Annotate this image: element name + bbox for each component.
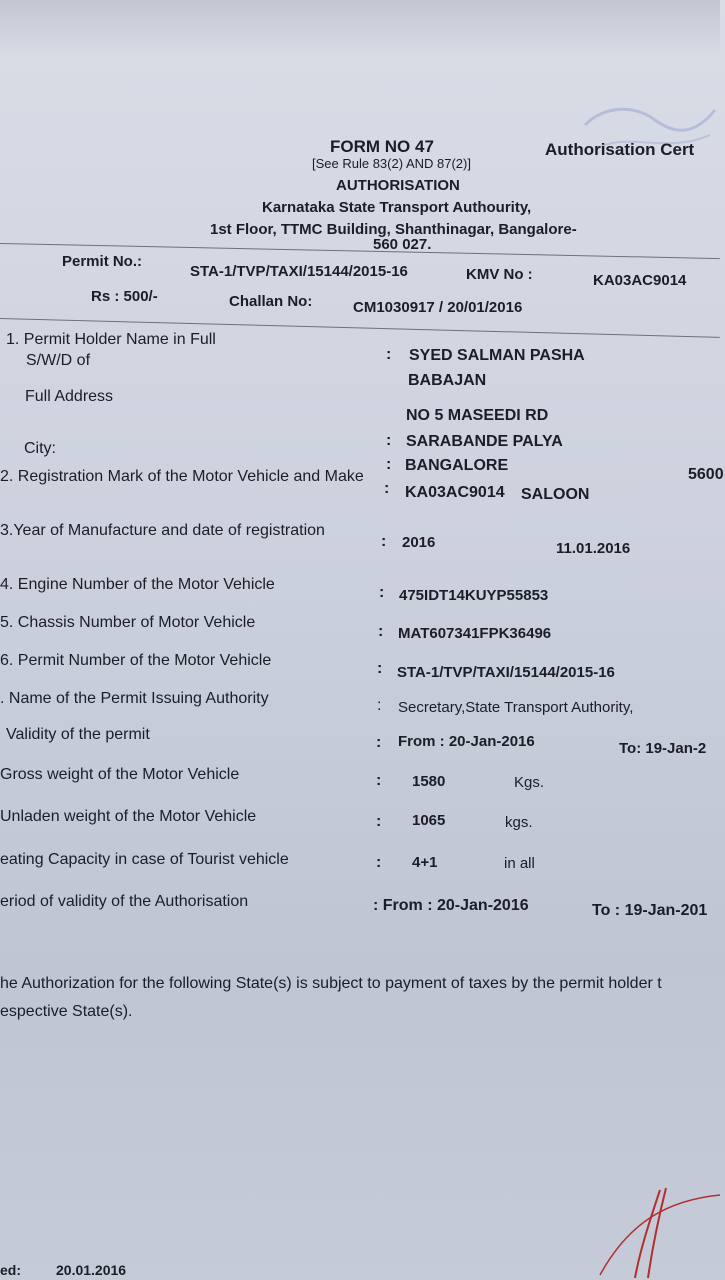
colon: : (376, 813, 382, 830)
city-value: BANGALORE (405, 457, 509, 474)
colon: : (386, 346, 392, 363)
colon: : (379, 584, 385, 601)
validity-from: From : 20-Jan-2016 (398, 733, 535, 750)
authorisation-heading: AUTHORISATION (336, 177, 460, 194)
rule-reference: [See Rule 83(2) AND 87(2)] (312, 156, 471, 171)
authorization-note-line-1: he Authorization for the following State(s) is subject to payment of taxes by the permit holder t (0, 975, 662, 992)
registration-date: 11.01.2016 (556, 540, 631, 557)
colon: : (378, 623, 384, 640)
colon: : (386, 432, 392, 449)
colon: : (384, 480, 390, 497)
holder-name: SYED SALMAN PASHA (409, 347, 585, 364)
issuing-authority: Secretary,State Transport Authority, (398, 699, 634, 716)
colon: : (386, 456, 392, 473)
seating-capacity: 4+1 (412, 854, 438, 871)
swd-value: BABAJAN (408, 372, 487, 389)
kmv-label: KMV No : (466, 266, 533, 283)
authority-name: Karnataka State Transport Authourity, (262, 199, 532, 216)
authorisation-to: To : 19-Jan-201 (592, 902, 708, 919)
manufacture-year: 2016 (402, 534, 436, 551)
authorization-note-line-2: espective State(s). (0, 1003, 133, 1020)
field-10-label: Unladen weight of the Motor Vehicle (0, 808, 257, 825)
issued-date: 20.01.2016 (56, 1262, 127, 1278)
field-8-label: Validity of the permit (6, 726, 150, 743)
unladen-weight-unit: kgs. (505, 814, 533, 831)
vehicle-make: SALOON (521, 486, 590, 503)
field-3-label: 3.Year of Manufacture and date of registration (0, 522, 325, 539)
colon: : (376, 734, 382, 751)
chassis-number: MAT607341FPK36496 (398, 625, 552, 642)
colon: : (376, 854, 382, 871)
colon: : (376, 772, 382, 789)
colon: : (377, 697, 382, 714)
swd-label: S/W/D of (26, 352, 91, 369)
page-top-shadow (0, 0, 720, 60)
field-2-label: 2. Registration Mark of the Motor Vehicle and Make (0, 468, 364, 485)
address-label: Full Address (25, 388, 114, 405)
field-9-label: Gross weight of the Motor Vehicle (0, 766, 240, 783)
pincode-partial: 5600 (688, 466, 724, 483)
field-1-label: 1. Permit Holder Name in Full (6, 331, 216, 348)
field-11-label: eating Capacity in case of Tourist vehicle (0, 851, 289, 868)
permit-no-value: STA-1/TVP/TAXI/15144/2015-16 (190, 263, 408, 280)
colon: : (377, 660, 383, 677)
field-7-label: . Name of the Permit Issuing Authority (0, 690, 269, 707)
address-line-1: NO 5 MASEEDI RD (406, 407, 549, 424)
fee-amount: Rs : 500/- (91, 288, 158, 305)
validity-to: To: 19-Jan-2 (619, 740, 707, 757)
field-4-label: 4. Engine Number of the Motor Vehicle (0, 576, 275, 593)
unladen-weight: 1065 (412, 812, 446, 829)
field-12-label: eriod of validity of the Authorisation (0, 893, 249, 910)
registration-mark: KA03AC9014 (405, 484, 505, 501)
issued-label: ed: (0, 1262, 21, 1278)
authority-address: 1st Floor, TTMC Building, Shanthinagar, Bangalore- (210, 221, 577, 238)
field-6-label: 6. Permit Number of the Motor Vehicle (0, 652, 272, 669)
authority-pincode: 560 027. (373, 236, 432, 253)
gross-weight-unit: Kgs. (514, 774, 545, 791)
permit-number: STA-1/TVP/TAXI/15144/2015-16 (397, 664, 615, 681)
gross-weight: 1580 (412, 773, 446, 790)
form-number: FORM NO 47 (330, 137, 434, 156)
challan-no: CM1030917 / 20/01/2016 (353, 299, 523, 316)
city-label: City: (24, 440, 56, 457)
seating-unit: in all (504, 855, 535, 872)
authorisation-from: : From : 20-Jan-2016 (373, 897, 529, 914)
signature-mark (600, 1180, 720, 1280)
colon: : (381, 533, 387, 550)
address-line-2: SARABANDE PALYA (406, 433, 563, 450)
field-5-label: 5. Chassis Number of Motor Vehicle (0, 614, 256, 631)
kmv-no: KA03AC9014 (593, 272, 687, 289)
permit-no-label: Permit No.: (62, 253, 143, 270)
certificate-title: Authorisation Cert (545, 140, 695, 159)
challan-label: Challan No: (229, 293, 313, 310)
engine-number: 475IDT14KUYP55853 (399, 587, 549, 604)
